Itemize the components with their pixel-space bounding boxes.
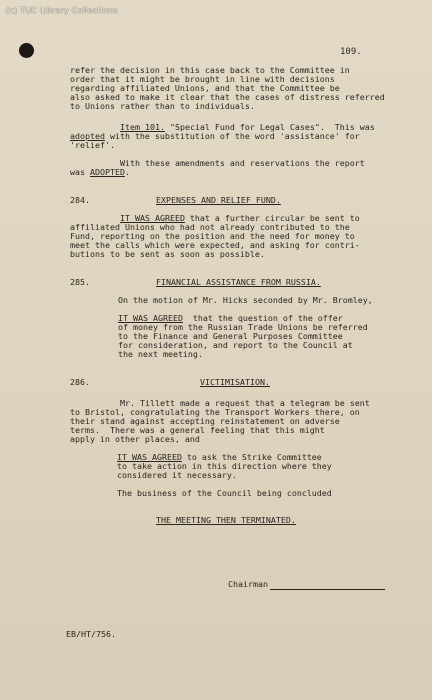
s284-line: affiliated Unions who had not already contributed to the bbox=[70, 222, 350, 232]
reference-code: EB/HT/756. bbox=[66, 629, 116, 639]
page-number: 109. bbox=[340, 47, 362, 57]
closing-text: The business of the Council being concluded bbox=[117, 488, 332, 498]
s286-line: their stand against accepting reinstatement on adverse bbox=[70, 416, 340, 426]
item101-rest: "Special Fund for Legal Cases". This was bbox=[164, 122, 375, 132]
section-heading: EXPENSES AND RELIEF FUND. bbox=[156, 195, 281, 205]
amendments-end: . bbox=[124, 167, 130, 177]
s285-line: the next meeting. bbox=[118, 349, 203, 359]
s285-line: for consideration, and report to the Council at bbox=[118, 340, 353, 350]
amendments-line bbox=[70, 168, 130, 177]
signature-line bbox=[270, 589, 385, 590]
section-number: 285. bbox=[70, 277, 90, 287]
section-heading: FINANCIAL ASSISTANCE FROM RUSSIA. bbox=[156, 277, 321, 287]
s285-line: of money from the Russian Trade Unions be referred bbox=[118, 322, 368, 332]
agreed-text: IT WAS AGREED bbox=[120, 213, 185, 223]
item101-line: 'relief'. bbox=[70, 140, 115, 150]
s284-line: butions to be sent as soon as possible. bbox=[70, 249, 265, 259]
para1-line: also asked to make it clear that the cases of distress referred bbox=[70, 92, 385, 102]
amendments-lead: was bbox=[70, 167, 90, 177]
item101-line2: with the substitution of the word 'assistance' for bbox=[104, 131, 360, 141]
s285-line1: that the question of the offer bbox=[182, 313, 343, 323]
s286-agreed-line: to take action in this direction where they bbox=[117, 461, 332, 471]
s285-line: to the Finance and General Purposes Committee bbox=[118, 331, 343, 341]
agreed-text: IT WAS AGREED bbox=[117, 452, 182, 462]
punch-hole bbox=[19, 43, 34, 58]
para1-line: order that it might be brought in line with decisions bbox=[70, 74, 335, 84]
watermark: (c) TUC Library Collections bbox=[6, 6, 118, 15]
adopted-text: ADOPTED bbox=[89, 167, 125, 177]
s286-line: apply in other places, and bbox=[70, 434, 200, 444]
s286-line: to Bristol, congratulating the Transport Workers there, on bbox=[70, 407, 360, 417]
item101-adopted: adopted bbox=[70, 131, 105, 141]
meeting-terminated: THE MEETING THEN TERMINATED. bbox=[156, 515, 296, 525]
s284-line: meet the calls which were expected, and asking for contri- bbox=[70, 240, 360, 250]
section-number: 284. bbox=[70, 195, 90, 205]
s284-line1: that a further circular be sent to bbox=[184, 213, 360, 223]
s285-motion: On the motion of Mr. Hicks seconded by Mr. Bromley, bbox=[118, 295, 373, 305]
item101-lead: Item 101. bbox=[120, 122, 165, 132]
para1-line: to Unions rather than to individuals. bbox=[70, 101, 255, 111]
para1-line: regarding affiliated Unions, and that the Committee be bbox=[70, 83, 340, 93]
s286-line: Mr. Tillett made a request that a telegram be sent bbox=[120, 398, 370, 408]
para1-line: refer the decision in this case back to the Committee in bbox=[70, 65, 350, 75]
section-heading: VICTIMISATION. bbox=[200, 377, 270, 387]
s286-agreed-line: considered it necessary. bbox=[117, 470, 237, 480]
s284-line: Fund, reporting on the position and the need for money to bbox=[70, 231, 355, 241]
s286-line: terms. There was a general feeling that this might bbox=[70, 425, 325, 435]
amendments-line: With these amendments and reservations the report bbox=[120, 158, 365, 168]
chairman-label: Chairman bbox=[228, 579, 268, 589]
s286-agreed-rest: to ask the Strike Committee bbox=[181, 452, 322, 462]
section-number: 286. bbox=[70, 377, 90, 387]
agreed-text: IT WAS AGREED bbox=[118, 313, 183, 323]
